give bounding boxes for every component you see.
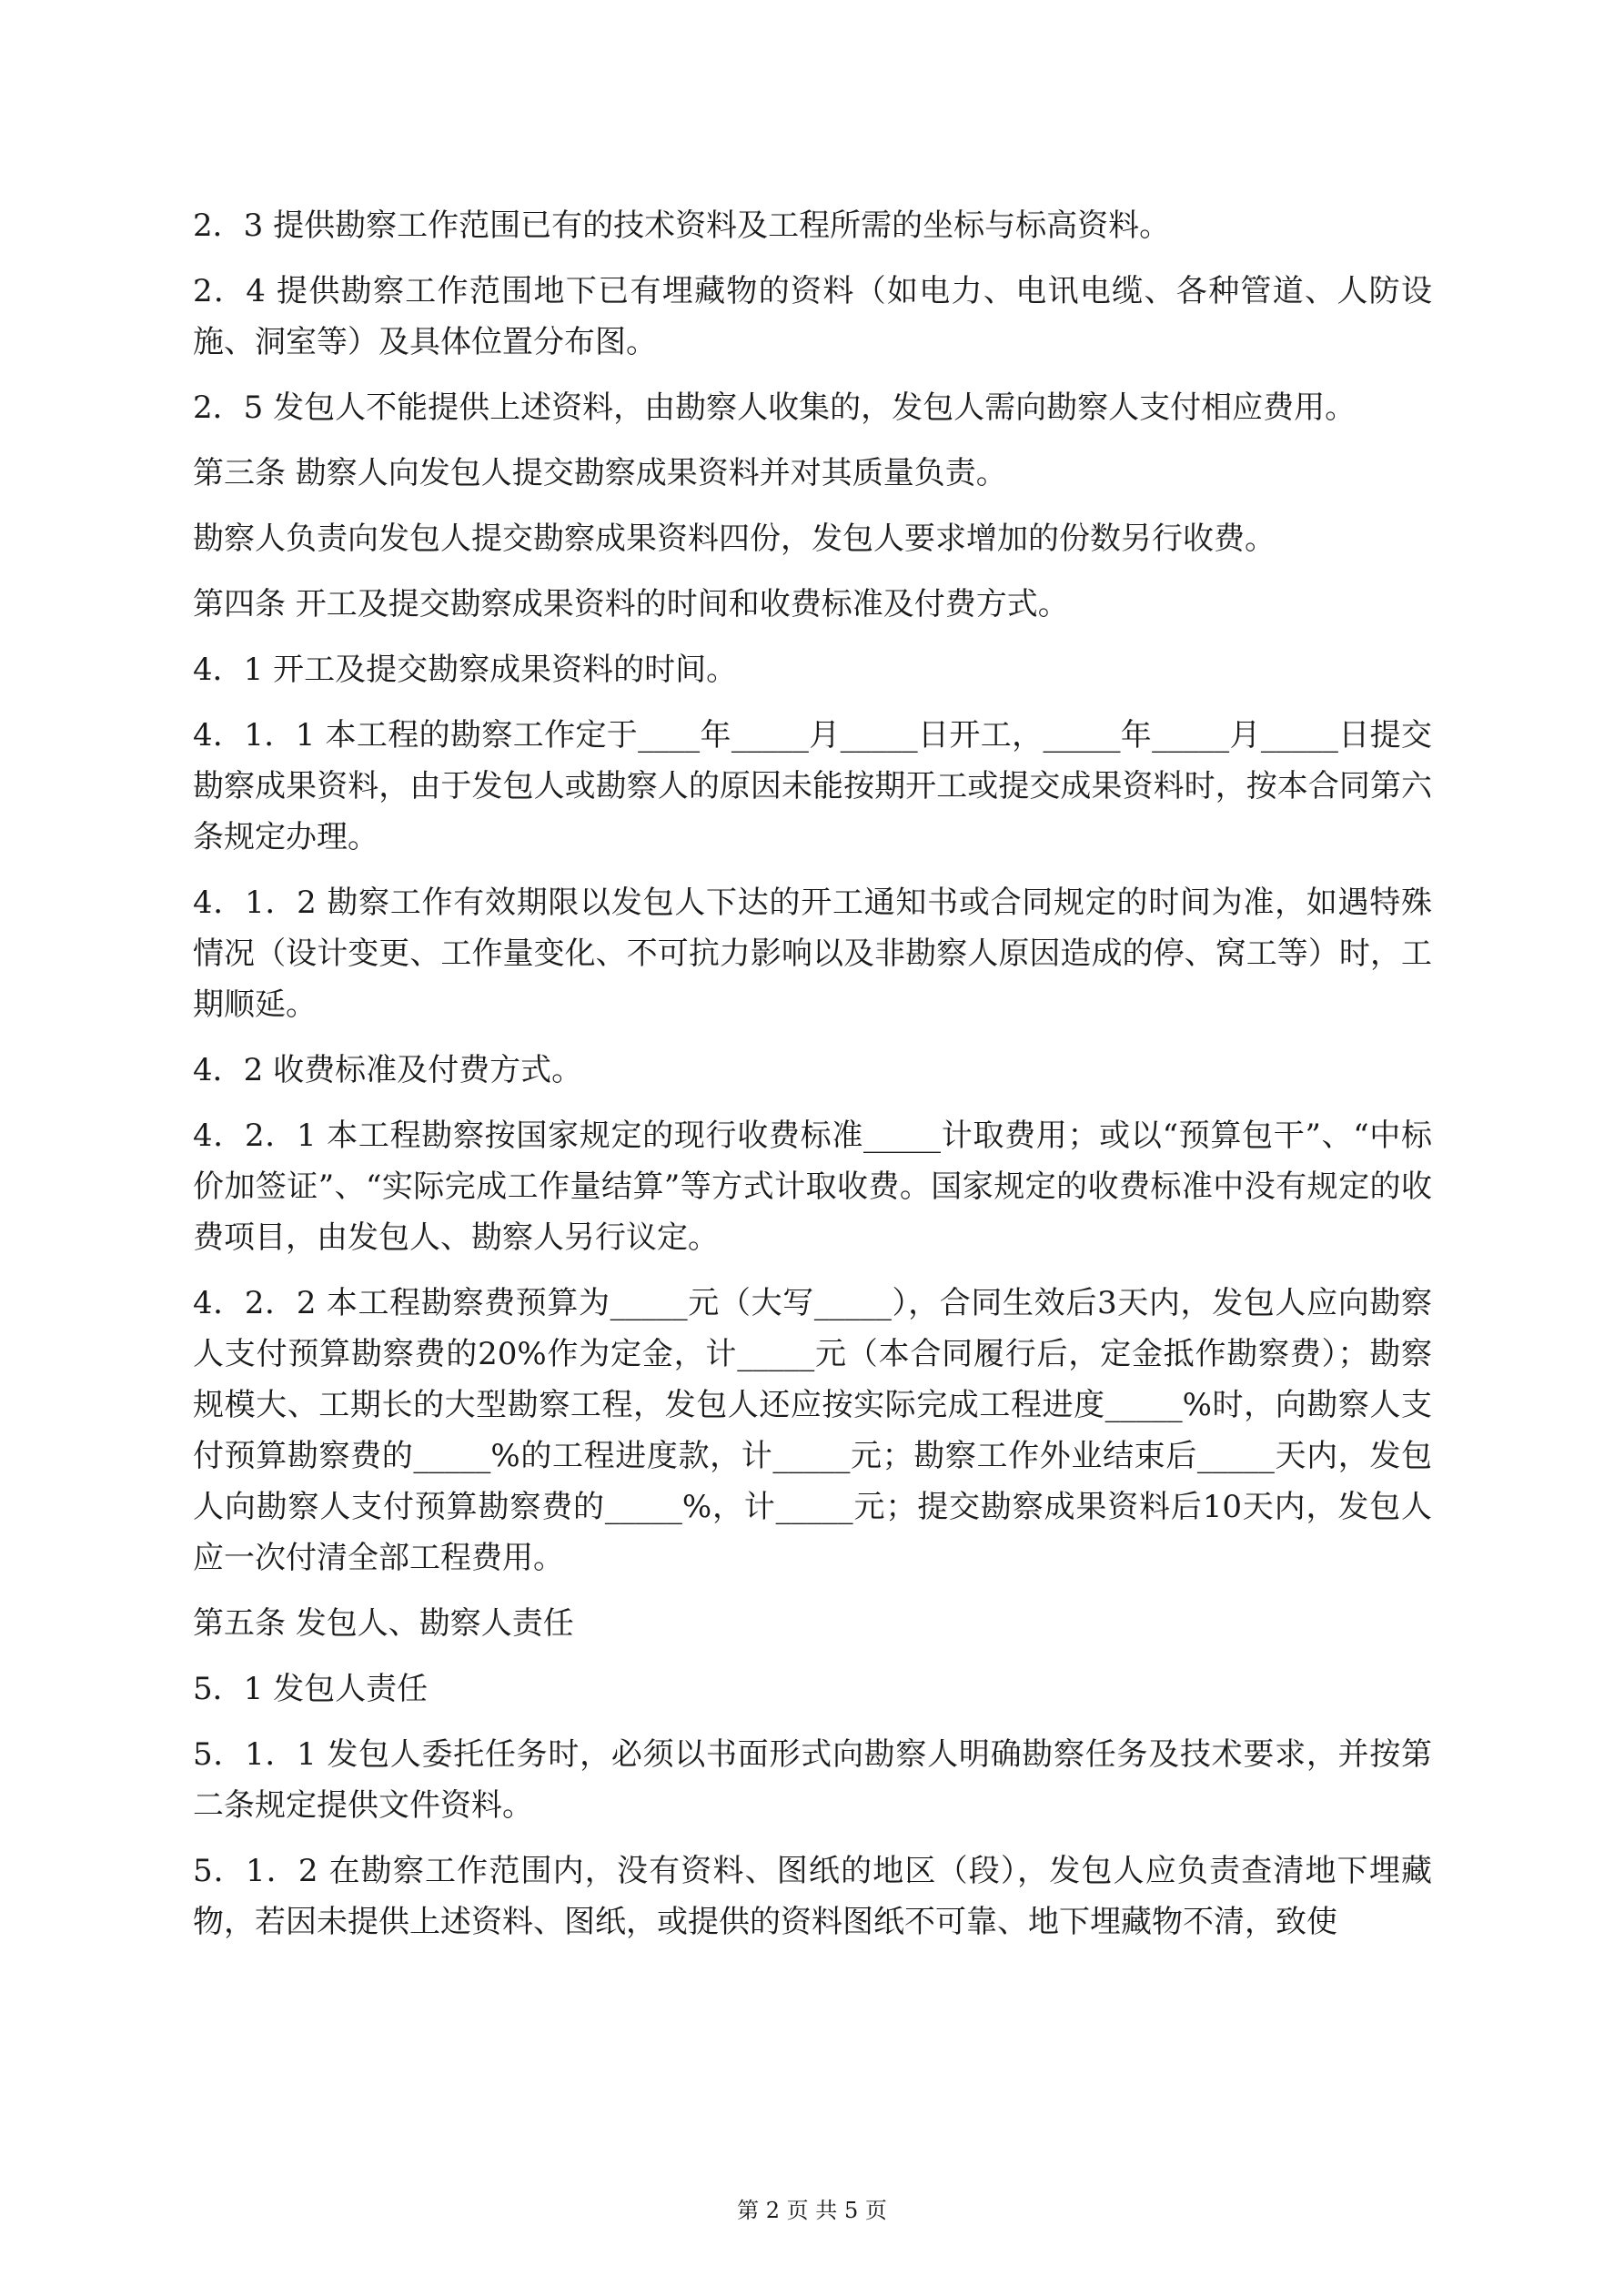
- paragraph-5-1: 5．1 发包人责任: [193, 1671, 429, 1707]
- paragraph-4-2: 4．2 收费标准及付费方式。: [193, 1052, 583, 1088]
- paragraph-4-1: 4．1 开工及提交勘察成果资料的时间。: [193, 652, 738, 688]
- paragraph-4-2-1: 4．2．1 本工程勘察按国家规定的现行收费标准_____计取费用；或以“预算包干”、“中标价加签证”、“实际完成工作量结算”等方式计取收费。国家规定的收费标准中没有规定的收费项目，由发包人、勘察人另行议定。: [193, 1118, 1432, 1256]
- article-3-heading: 第三条 勘察人向发包人提交勘察成果资料并对其质量负责。: [193, 455, 1007, 491]
- document-body: [193, 200, 1432, 1962]
- paragraph-5-1-2: 5．1．2 在勘察工作范围内，没有资料、图纸的地区（段），发包人应负责查清地下埋藏物，若因未提供上述资料、图纸，或提供的资料图纸不可靠、地下埋藏物不清，致使: [193, 1853, 1432, 1940]
- paragraph-2-5: 2．5 发包人不能提供上述资料，由勘察人收集的，发包人需向勘察人支付相应费用。: [193, 389, 1357, 426]
- paragraph-4-1-1: 4．1．1 本工程的勘察工作定于____年_____月_____日开工，_____年_____月_____日提交勘察成果资料，由于发包人或勘察人的原因未能按期开工或提交成果资料时，按本合同第六条规定办理。: [193, 717, 1432, 855]
- article-4-heading: 第四条 开工及提交勘察成果资料的时间和收费标准及付费方式。: [193, 586, 1069, 622]
- paragraph-4-2-2: 4．2．2 本工程勘察费预算为_____元（大写_____），合同生效后3天内，发包人应向勘察人支付预算勘察费的20%作为定金，计_____元（本合同履行后，定金抵作勘察费）；勘察规模大、工期长的大型勘察工程，发包人还应按实际完成工程进度_____%时，向勘察人支付预算勘察费的_____%的工程进度款，计_____元；勘察工作外业结束后_____天内，发包人向勘察人支付预算勘察费的_____%，计_____元；提交勘察成果资料后10天内，发包人应一次付清全部工程费用。: [193, 1285, 1432, 1576]
- paragraph-5-1-1: 5．1．1 发包人委托任务时，必须以书面形式向勘察人明确勘察任务及技术要求，并按第二条规定提供文件资料。: [193, 1736, 1432, 1824]
- page-number-footer: 第 2 页 共 5 页: [737, 2198, 887, 2223]
- paragraph-article-3-body: 勘察人负责向发包人提交勘察成果资料四份，发包人要求增加的份数另行收费。: [193, 521, 1276, 557]
- paragraph-2-3: 2．3 提供勘察工作范围已有的技术资料及工程所需的坐标与标高资料。: [193, 207, 1171, 244]
- article-5-heading: 第五条 发包人、勘察人责任: [193, 1605, 574, 1642]
- paragraph-2-4: 2．4 提供勘察工作范围地下已有埋藏物的资料（如电力、电讯电缆、各种管道、人防设施、洞室等）及具体位置分布图。: [193, 273, 1432, 360]
- paragraph-4-1-2: 4．1．2 勘察工作有效期限以发包人下达的开工通知书或合同规定的时间为准，如遇特殊情况（设计变更、工作量变化、不可抗力影响以及非勘察人原因造成的停、窝工等）时，工期顺延。: [193, 885, 1432, 1023]
